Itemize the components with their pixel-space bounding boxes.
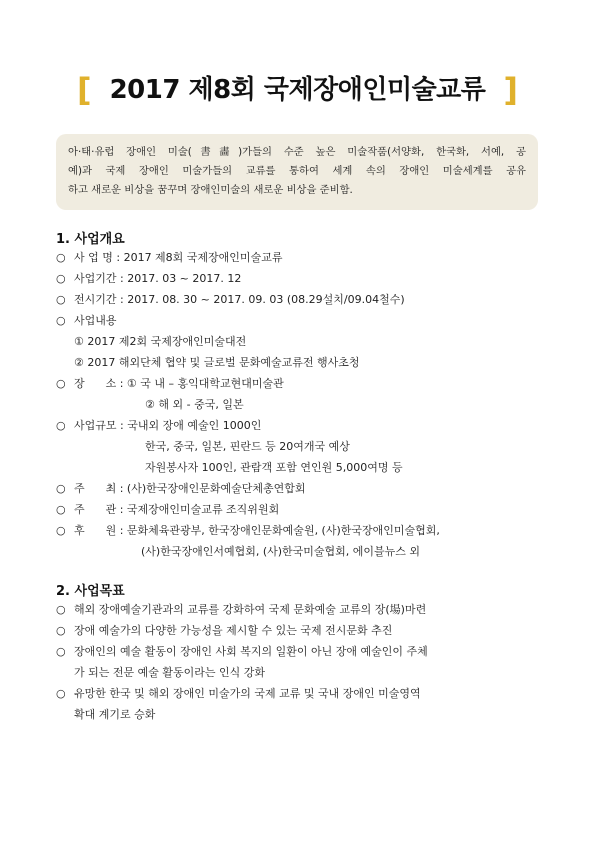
bullet-marker: ○ xyxy=(56,419,66,432)
list-item xyxy=(56,686,421,701)
list-item xyxy=(56,602,426,617)
list-item xyxy=(56,418,261,433)
list-item-text: 장애인의 예술 활동이 장애인 사회 복지의 일환이 아닌 장애 예술인이 주체 xyxy=(74,645,428,658)
section-heading-overview: 1. 사업개요 xyxy=(56,232,125,247)
list-item-text: 후 원 : 문화체육관광부, 한국장애인문화예술원, (사)한국장애인미술협회, xyxy=(74,524,440,537)
bullet-marker: ○ xyxy=(56,251,66,264)
list-item-text: 해외 장애예술기관과의 교류를 강화하여 국제 문화예술 교류의 장(場)마련 xyxy=(74,603,427,616)
list-item xyxy=(56,292,405,307)
list-item xyxy=(56,502,279,517)
list-item-text: ① 2017 제2회 국제장애인미술대전 xyxy=(74,335,247,348)
list-item xyxy=(56,644,428,659)
summary-box xyxy=(56,134,538,210)
list-item xyxy=(56,271,241,286)
list-subitem xyxy=(145,397,244,412)
page-title: 2017 제8회 국제장애인미술교류 xyxy=(109,75,486,105)
bullet-marker: ○ xyxy=(56,482,66,495)
list-item-text: 사업기간 : 2017. 03 ~ 2017. 12 xyxy=(74,272,242,285)
list-item-text: 가 되는 전문 예술 활동이라는 인식 강화 xyxy=(74,666,265,679)
list-item-text: 사업규모 : 국내외 장애 예술인 1000인 xyxy=(74,419,262,432)
list-subitem xyxy=(74,665,265,680)
list-item-text: 자원봉사자 100인, 관람객 포함 연인원 5,000여명 등 xyxy=(145,461,403,474)
summary-line: 하고 새로운 비상을 꿈꾸며 장애인미술의 새로운 비상을 준비함. xyxy=(68,184,353,196)
bullet-marker: ○ xyxy=(56,293,66,306)
list-subitem xyxy=(145,439,350,454)
list-item xyxy=(56,313,117,328)
list-subitem xyxy=(74,334,246,349)
list-subitem xyxy=(74,355,359,370)
list-item-text: 유망한 한국 및 해외 장애인 미술가의 국제 교류 및 국내 장애인 미술영역 xyxy=(74,687,421,700)
bullet-marker: ○ xyxy=(56,272,66,285)
list-item-text: 한국, 중국, 일본, 핀란드 등 20여개국 예상 xyxy=(145,440,350,453)
list-item-text: (사)한국장애인서예협회, (사)한국미술협회, 에이블뉴스 외 xyxy=(141,545,421,558)
bullet-marker: ○ xyxy=(56,377,66,390)
list-item xyxy=(56,250,282,265)
section-heading-goals: 2. 사업목표 xyxy=(56,584,125,599)
bullet-marker: ○ xyxy=(56,503,66,516)
list-item xyxy=(56,623,392,638)
list-item xyxy=(56,523,440,538)
list-item-text: ② 해 외 - 중국, 일본 xyxy=(145,398,244,411)
list-subitem xyxy=(141,544,420,559)
list-item xyxy=(56,481,306,496)
list-item-text: 확대 계기로 승화 xyxy=(74,708,156,721)
list-item-text: 사 업 명 : 2017 제8회 국제장애인미술교류 xyxy=(74,251,283,264)
title-bracket-left: [ xyxy=(76,71,92,109)
list-item-text: 전시기간 : 2017. 08. 30 ~ 2017. 09. 03 (08.29설치/09.04철수) xyxy=(74,293,405,306)
list-item-text: 주 관 : 국제장애인미술교류 조직위원회 xyxy=(74,503,280,516)
bullet-marker: ○ xyxy=(56,524,66,537)
list-item-text: 주 최 : (사)한국장애인문화예술단체총연합회 xyxy=(74,482,306,495)
bullet-marker: ○ xyxy=(56,687,66,700)
bullet-marker: ○ xyxy=(56,645,66,658)
summary-line: 아·태·유럽 장애인 미술(書畵)가들의 수준 높은 미술작품(서양화, 한국화, 서예, 공 xyxy=(68,146,526,158)
list-subitem xyxy=(74,707,155,722)
bullet-marker: ○ xyxy=(56,603,66,616)
title-banner xyxy=(0,70,595,110)
summary-line: 예)과 국제 장애인 미술가들의 교류를 통하여 세계 속의 장애인 미술세계를 공유 xyxy=(68,165,526,177)
list-item-text: ② 2017 해외단체 협약 및 글로벌 문화예술교류전 행사초청 xyxy=(74,356,360,369)
list-item-text: 장 소 : ① 국 내 – 홍익대학교현대미술관 xyxy=(74,377,284,390)
list-item xyxy=(56,376,284,391)
title-bracket-right: ] xyxy=(503,71,519,109)
bullet-marker: ○ xyxy=(56,314,66,327)
list-subitem xyxy=(145,460,403,475)
list-item-text: 장애 예술가의 다양한 가능성을 제시할 수 있는 국제 전시문화 추진 xyxy=(74,624,393,637)
list-item-text: 사업내용 xyxy=(74,314,117,327)
bullet-marker: ○ xyxy=(56,624,66,637)
